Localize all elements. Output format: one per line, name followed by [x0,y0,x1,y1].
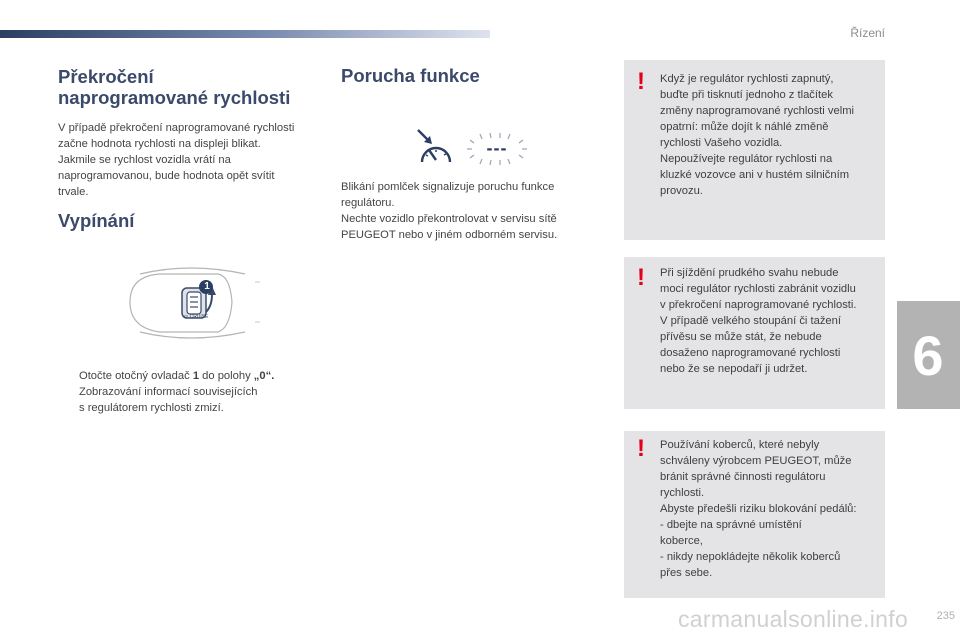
instruction-rest: Zobrazování informací souvisejících s regulátorem rychlosti zmizí. [79,386,258,414]
page-number: 235 [936,610,955,622]
overspeed-heading [58,66,290,108]
warning-text: Používání koberců, které nebyly schváleny výrobcem PEUGEOT, může bránit správné činnosti regulátoru rychlosti. Abyste předešli riziku blokování pedálů: - dbejte na správné umístění koberce, - nikdy nepokládejte několik koberců přes sebe. [660,439,857,579]
fault-heading: Porucha funkce [341,65,480,86]
warning-text: Při sjíždění prudkého svahu nebude moci regulátor rychlosti zabránit vozidlu v překročení naprogramované rychlosti. V případě velkého stoupání či tažení přívěsu se může stát, že nebude dosaženo naprogramované rychlosti nebo že se nepodaří ji udržet. [660,267,857,375]
warning-text: Když je regulátor rychlosti zapnutý, buďte při tisknutí jednoho z tlačítek změny naprogramované rychlosti velmi opatrní: může dojít k náhlé změně rychlosti Vašeho vozidla. Nepoužívejte regulátor rychlosti na kluzké vozovce ani v hustém silničním provozu. [660,73,854,197]
watermark: carmanualsonline.info [678,606,909,632]
warning-exclamation-icon: ! [637,264,645,291]
overspeed-heading-line1: Překročení [58,66,154,87]
steering-control-illustration [120,262,260,342]
control-callout-number: 1 [204,281,210,292]
chapter-name: Řízení [850,26,885,40]
switch-off-heading: Vypínání [58,210,135,231]
header-gradient-bar [0,30,490,38]
instruction-prefix: Otočte otočný ovladač [79,370,193,382]
blinking-dashes-display: --- [486,138,508,158]
warning-box-cruise-buttons [624,60,885,240]
speed-limiter-warning-icon [414,128,460,168]
warning-exclamation-icon: ! [637,68,645,95]
overspeed-heading-line2: naprogramované rychlosti [58,87,291,108]
overspeed-body: V případě překročení naprogramované rychlosti začne hodnota rychlosti na displeji blikat. Jakmile se rychlost vozidla vrátí na naprogramovanou, bude hodnota opět svítit trvale. [58,122,295,198]
fault-body: Blikání pomlček signalizuje poruchu funkce regulátoru. Nechte vozidlo překontrolovat v servisu sítě PEUGEOT nebo v jiném odborném servisu. [341,181,558,241]
switch-off-instruction [79,368,329,416]
warning-exclamation-icon: ! [637,435,645,462]
instruction-control-number: 1 [192,370,200,382]
instruction-middle: do polohy [199,370,254,382]
chapter-number: 6 [912,324,944,387]
warning-box-floor-mats [624,431,885,598]
warning-box-downhill [624,257,885,409]
control-cruise-label: ⊙ CRUISE [184,314,209,320]
instruction-position: „0“. [253,370,275,382]
